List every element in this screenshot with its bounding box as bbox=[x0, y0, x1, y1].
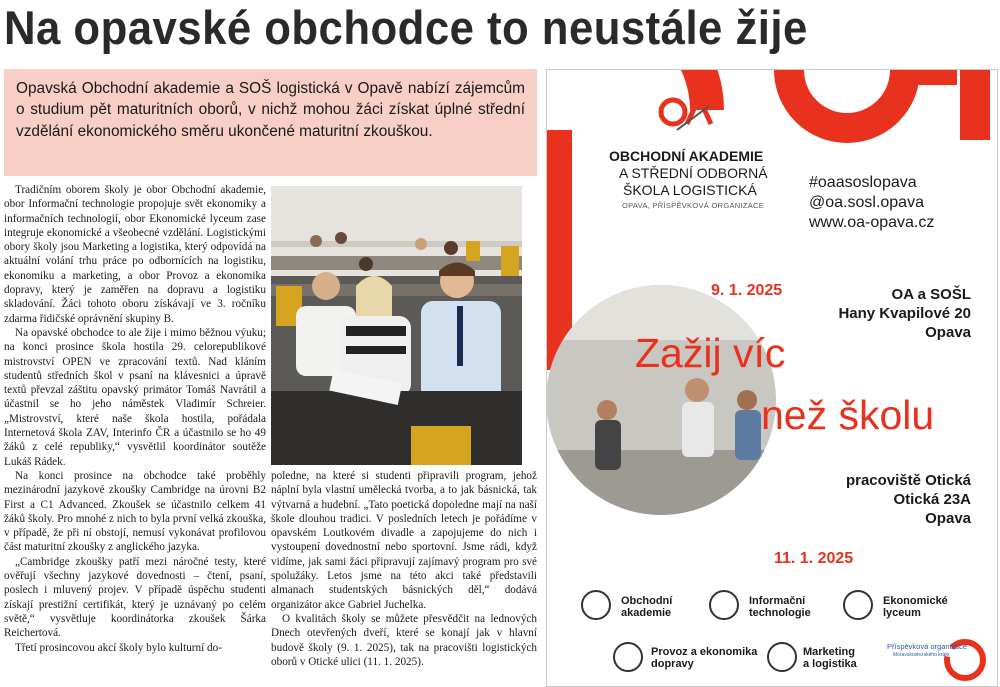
program-icon bbox=[613, 642, 643, 672]
open-day-date-1: 9. 1. 2025 bbox=[711, 282, 783, 299]
school-name-line4: OPAVA, PŘÍSPĚVKOVÁ ORGANIZACE bbox=[622, 201, 765, 210]
article-column-1 bbox=[4, 183, 266, 655]
founder-line1: Příspěvková organizace bbox=[887, 642, 968, 651]
venue-1-line1: OA a SOŠL bbox=[891, 286, 971, 303]
venue-1-line3: Opava bbox=[925, 324, 971, 341]
social-hashtag: #oaasoslopava bbox=[809, 174, 917, 191]
school-name-line3: ŠKOLA LOGISTICKÁ bbox=[623, 182, 757, 198]
article-column-2 bbox=[271, 469, 537, 669]
venue-2-line3: Opava bbox=[925, 510, 971, 527]
venue-1-line2: Hany Kvapilové 20 bbox=[838, 305, 971, 322]
program-label: Informační technologie bbox=[749, 595, 811, 619]
program-icon bbox=[843, 590, 873, 620]
paragraph: Na konci prosince na obchodce také proběhly mezinárodní jazykové zkoušky Cambridge na úrovni B2 First a C1 Advanced. Zkoušek se účastnilo celkem 41 žáků školy. Pro mnohé z nich to byla první velká zkouška, v případě, že při ní obstojí, nemusí vykonávat profilovou část maturitní zkoušky z anglického jazyka. bbox=[4, 469, 266, 554]
program-label: Obchodní akademie bbox=[621, 595, 673, 619]
paragraph: O kvalitách školy se můžete přesvědčit na lednových Dnech otevřených dveří, které se konají jak v hlavní budově školy (9. 1. 2025), tak na pracovišti logistických oborů v Otické ulici (11. 1. 2025). bbox=[271, 612, 537, 668]
website-link: www.oa-opava.cz bbox=[809, 214, 935, 231]
program-icon bbox=[709, 590, 739, 620]
paragraph: Tradičním oborem školy je obor Obchodní akademie, obor Informační technologie propojuje svět ekonomiky a informačních technologií, obor Ekonomické lyceum zase integruje ekonomické a všeobecné vzdělání. Logistickými obory školy jsou Marketing a logistika, který odpovídá na aktuální volání trhu práce po odbornících na logistiku, ekonomiku a marketing, a obor Provoz a ekonomika dopravy, který je zaměřen na dopravu a logistiku skladování. Žáci tohoto oboru získávají ve 3. ročníku zdarma řidičské oprávnění skupiny B. bbox=[4, 184, 266, 325]
students-photo bbox=[271, 186, 522, 465]
program-label: Ekonomické lyceum bbox=[883, 595, 948, 619]
paragraph: „Cambridge zkoušky patří mezi náročné testy, které ověřují všechny jazykové dovednosti – čtení, psaní, poslech i mluvený projev. V případě úspěchu studenti získají prestižní certifikát, který je uznávaný po celém světě,“ vysvětluje koordinátorka zkoušek Šárka Reichertová. bbox=[4, 555, 266, 640]
venue-2-line1: pracoviště Otická bbox=[845, 472, 971, 489]
school-name-line2: A STŘEDNÍ ODBORNÁ bbox=[619, 165, 768, 181]
program-label: Marketing a logistika bbox=[803, 646, 857, 670]
founder-line2: Moravskoslezského kraje bbox=[893, 652, 950, 658]
social-handle: @oa.sosl.opava bbox=[809, 194, 924, 211]
program-icon bbox=[581, 590, 611, 620]
students-photo-illustration bbox=[271, 186, 522, 465]
paragraph: Na opavské obchodce to ale žije i mimo běžnou výuku; na konci prosince škola hostila 29. celorepublikové mistrovství OPEN ve zpracování textů. Nad kláním studentů středních škol v psaní na klávesnici a úpravě textů převzal záštitu opavský primátor Tomáš Navrátil a účastnil se ho jeho náměstek Vladimír Schreier. „Mistrovství, které naše škola hostila, pořádala Internetová škola ZAV, Interinfo ČR a účastnilo se ho 49 žáků z celé republiky,“ vysvětlil koordinátor soutěže Lukáš Rádek. bbox=[4, 326, 266, 468]
slogan-line1: Zažij víc bbox=[635, 330, 786, 376]
program-label: Provoz a ekonomika dopravy bbox=[651, 646, 758, 670]
paragraph: Třetí prosincovou akcí školy bylo kulturní do- bbox=[15, 641, 222, 654]
lead-paragraph: Opavská Obchodní akademie a SOŠ logistická v Opavě nabízí zájemcům o studium pět maturitních oborů, v nichž mohou žáci získat úplné střední vzdělání ekonomického směru ukončené maturitní zkouškou. bbox=[4, 69, 537, 176]
slogan-line2: než školu bbox=[761, 392, 935, 438]
oa-logo bbox=[657, 92, 715, 134]
school-advertisement bbox=[546, 69, 998, 687]
headline: Na opavské obchodce to neustále žije bbox=[4, 1, 808, 54]
venue-2-line2: Otická 23A bbox=[893, 491, 971, 508]
school-name-line1: OBCHODNÍ AKADEMIE bbox=[609, 148, 764, 164]
program-icon bbox=[767, 642, 797, 672]
open-day-date-2: 11. 1. 2025 bbox=[774, 550, 854, 567]
paragraph: poledne, na které si studenti připravili program, jehož náplní byla vlastní umělecká tvorba, a to jak básnická, tak výtvarná a hudební. „Tato poetická dopoledne mají na naší škole dlouhou tradici. V posledních letech je pořádíme v opavském Loutkovém divadle a zapojujeme do nich i vystoupení dovednostní nebo sportovní. Jsme rádi, když vidíme, jak sami žáci připravují zajímavý program pro své spolužáky. Letos jsme na této akci také představili almanach studentských básnických děl,“ dodává organizátor akce Gabriel Juchelka. bbox=[271, 470, 537, 611]
